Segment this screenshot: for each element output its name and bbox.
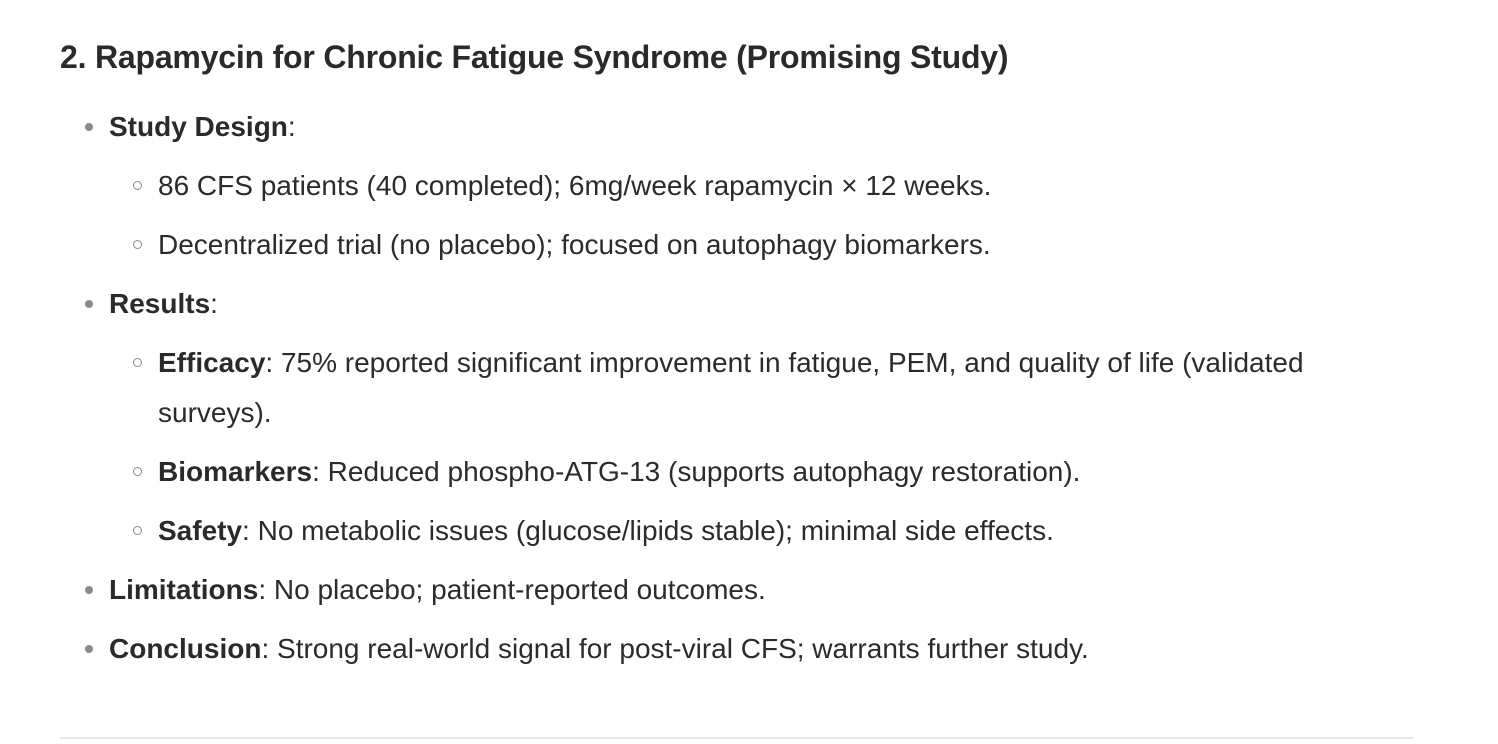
item-colon: : xyxy=(287,111,296,142)
item-text: Decentralized trial (no placebo); focused on autophagy biomarkers. xyxy=(158,229,991,260)
item-text: : No metabolic issues (glucose/lipids stable); minimal side effects. xyxy=(242,515,1054,546)
list-item-study-design xyxy=(60,102,1420,270)
sub-bullet-list xyxy=(109,338,1420,556)
item-term: Limitations xyxy=(109,574,259,605)
bullet-disc-icon xyxy=(85,586,93,594)
item-term: Conclusion xyxy=(109,633,262,664)
item-term: Study Design xyxy=(109,111,288,142)
section-heading: 2. Rapamycin for Chronic Fatigue Syndrome (Promising Study) xyxy=(60,39,1009,75)
bullet-circle-icon xyxy=(133,526,142,535)
item-text: : No placebo; patient-reported outcomes. xyxy=(258,574,766,605)
bullet-disc-icon xyxy=(85,300,93,308)
bullet-circle-icon xyxy=(133,181,142,190)
item-term: Efficacy xyxy=(158,347,266,378)
item-term: Results xyxy=(109,288,211,319)
sub-bullet-list xyxy=(109,161,1420,270)
sub-list-item-efficacy xyxy=(109,338,1420,438)
item-text: 86 CFS patients (40 completed); 6mg/week rapamycin × 12 weeks. xyxy=(158,170,992,201)
bullet-disc-icon xyxy=(85,645,93,653)
bullet-circle-icon xyxy=(133,467,142,476)
sub-list-item xyxy=(109,220,1420,270)
sub-list-item-biomarkers xyxy=(109,447,1420,497)
sub-list-item-safety xyxy=(109,506,1420,556)
list-item-results xyxy=(60,279,1420,556)
item-text: : Strong real-world signal for post-viral CFS; warrants further study. xyxy=(261,633,1089,664)
bullet-disc-icon xyxy=(85,123,93,131)
section-divider xyxy=(60,737,1413,739)
bullet-circle-icon xyxy=(133,240,142,249)
sub-list-item xyxy=(109,161,1420,211)
main-bullet-list xyxy=(60,102,1420,674)
item-colon: : xyxy=(210,288,218,319)
bullet-circle-icon xyxy=(133,358,142,367)
item-term: Biomarkers xyxy=(158,456,313,487)
item-text: : 75% reported significant improvement in fatigue, PEM, and quality of life (validated surveys). xyxy=(158,347,1304,428)
study-section xyxy=(60,36,1420,683)
item-term: Safety xyxy=(158,515,243,546)
list-item-limitations xyxy=(60,565,1420,615)
list-item-conclusion xyxy=(60,624,1420,674)
item-text: : Reduced phospho-ATG-13 (supports autophagy restoration). xyxy=(312,456,1081,487)
